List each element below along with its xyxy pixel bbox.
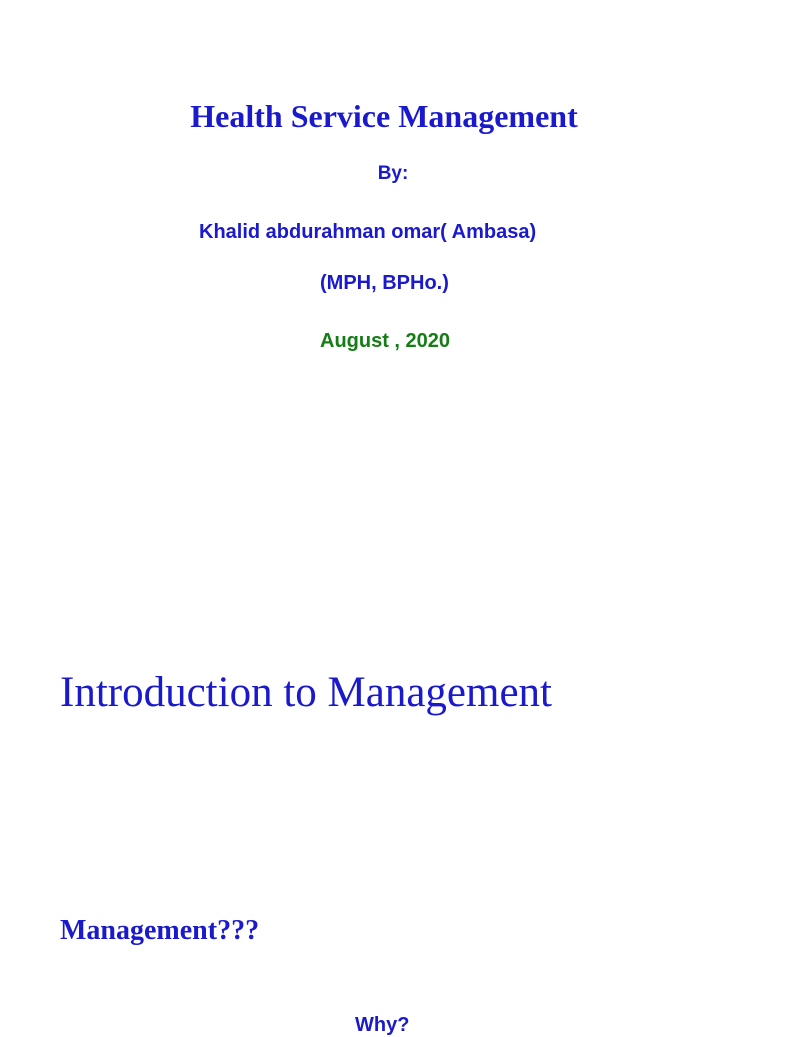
author-name: Khalid abdurahman omar( Ambasa)	[199, 221, 537, 243]
document-date: August , 2020	[320, 330, 451, 352]
subsection-heading: Management???	[60, 915, 260, 946]
section-heading: Introduction to Management	[60, 669, 552, 716]
byline-label: By:	[377, 163, 409, 184]
author-credentials: (MPH, BPHo.)	[320, 272, 449, 294]
cut-off-text: Why?	[355, 1014, 410, 1036]
document-title: Health Service Management	[190, 98, 578, 134]
